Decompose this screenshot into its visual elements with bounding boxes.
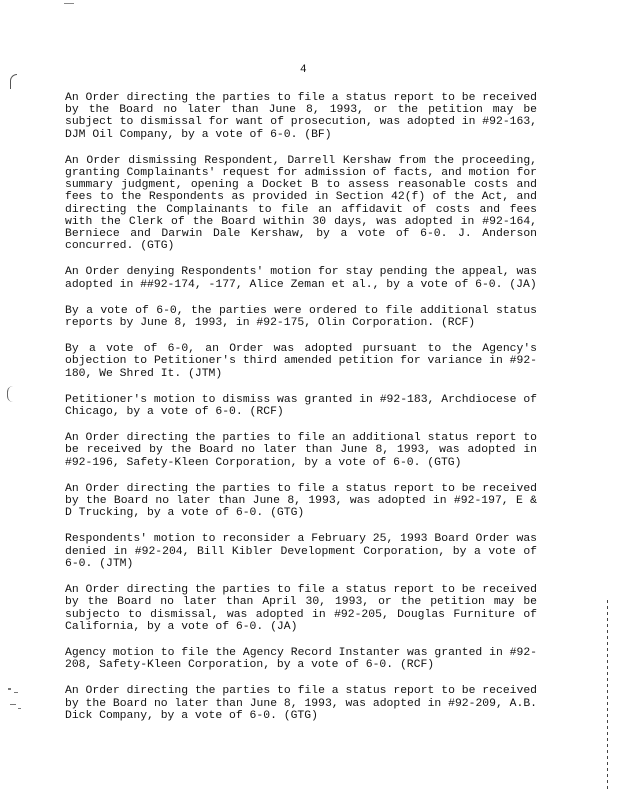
paragraph: An Order directing the parties to file an additional status report to be received by the Board no later than June 8, 1993, was adopted in #92-196, Safety-Kleen Corporation, by a vote of 6-0. (GTG) [65, 432, 537, 469]
scan-margin-mark [7, 386, 13, 402]
paragraph: By a vote of 6-0, the parties were ordered to file additional status reports by June 8, 1993, in #92-175, Olin Corporation. (RCF) [65, 304, 537, 330]
paragraph: An Order denying Respondents' motion for stay pending the appeal, was adopted in ##92-174, -177, Alice Zeman et al., by a vote of 6-0. (JA) [65, 266, 537, 291]
paragraph: Agency motion to file the Agency Record Instanter was granted in #92-208, Safety-Kleen Corporation, by a vote of 6-0. (RCF) [65, 646, 537, 672]
paragraph: Petitioner's motion to dismiss was granted in #92-183, Archdiocese of Chicago, by a vote of 6-0. (RCF) [65, 393, 537, 419]
scan-speck [18, 708, 21, 709]
paragraph: An Order directing the parties to file a status report to be received by the Board no later than April 30, 1993, or the petition may be subjecto to dismissal, was adopted in #92-205, Douglas Furniture of California, by a vote of 6-0. (JA) [65, 584, 537, 633]
scan-edge [607, 600, 608, 790]
scan-mark [64, 0, 74, 4]
scan-speck [10, 704, 16, 705]
minutes-body [65, 92, 537, 736]
paragraph: An Order directing the parties to file a status report to be received by the Board no later than June 8, 1993, was adopted in #92-209, A.B. Dick Company, by a vote of 6-0. (GTG) [65, 685, 537, 722]
paragraph: Respondents' motion to reconsider a February 25, 1993 Board Order was denied in #92-204, Bill Kibler Development Corporation, by a vote of 6-0. (JTM) [65, 533, 537, 570]
scan-speck [14, 692, 18, 693]
scan-margin-mark [10, 74, 17, 89]
paragraph: An Order dismissing Respondent, Darrell Kershaw from the proceeding, granting Complainants' request for admission of facts, and motion for summary judgment, opening a Docket B to assess reasonable costs and fees to the Respondents as provided in Section 42(f) of the Act, and directing the Complainants to file an affidavit of costs and fees with the Clerk of the Board within 30 days, was adopted in #92-164, Berniece and Darwin Dale Kershaw, by a vote of 6-0. J. Anderson concurred. (GTG) [65, 154, 537, 253]
paragraph: An Order directing the parties to file a status report to be received by the Board no later than June 8, 1993, was adopted in #92-197, E & D Trucking, by a vote of 6-0. (GTG) [65, 482, 537, 520]
page-number: 4 [300, 64, 307, 76]
paragraph: By a vote of 6-0, an Order was adopted pursuant to the Agency's objection to Petitioner's third amended petition for variance in #92-180, We Shred It. (JTM) [65, 343, 537, 380]
paragraph: An Order directing the parties to file a status report to be received by the Board no later than June 8, 1993, or the petition may be subject to dismissal for want of prosecution, was adopted in #92-163, DJM Oil Company, by a vote of 6-0. (BF) [65, 92, 537, 141]
scan-speck [8, 688, 11, 690]
